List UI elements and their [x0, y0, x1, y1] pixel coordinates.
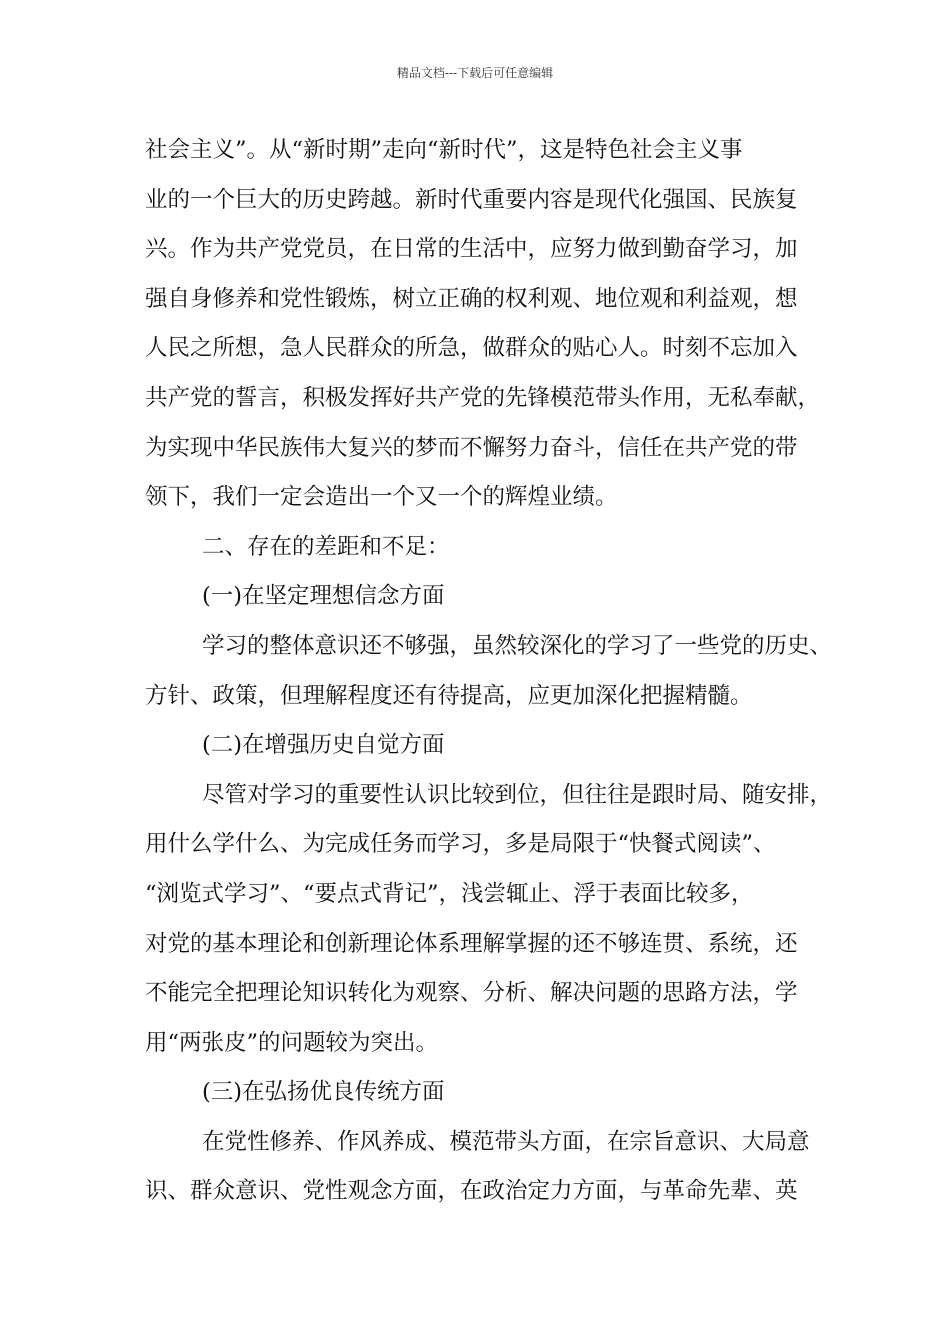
text-line: 社会主义”。从“新时期”走向“新时代”，这是特色社会主义事: [145, 137, 743, 163]
text-line: 用什么学什么、为完成任务而学习，多是局限于“快餐式阅读”、: [145, 831, 776, 858]
text-line: 兴。作为共产党党员，在日常的生活中，应努力做到勤奋学习，加: [145, 236, 798, 263]
text-line: 人民之所想，急人民群众的所急，做群众的贴心人。时刻不忘加入: [145, 335, 798, 362]
text-line: 方针、政策，但理解程度还有待提高，应更加深化把握精髓。: [145, 682, 753, 709]
text-line: 强自身修养和党性锻炼，树立正确的权利观、地位观和利益观，想: [145, 285, 798, 312]
text-line: 识、群众意识、党性观念方面，在政治定力方面，与革命先辈、英: [145, 1178, 798, 1205]
text-line: (二)在增强历史自觉方面: [202, 732, 445, 759]
text-line: 二、存在的差距和不足：: [202, 533, 450, 560]
text-line: 对党的基本理论和创新理论体系理解掌握的还不够连贯、系统，还: [145, 930, 798, 957]
text-line: 在党性修养、作风养成、模范带头方面，在宗旨意识、大局意: [202, 1128, 810, 1155]
text-line: 为实现中华民族伟大复兴的梦而不懈努力奋斗，信任在共产党的带: [145, 434, 798, 461]
text-line: 用“两张皮”的问题较为突出。: [145, 1029, 439, 1056]
text-line: (三)在弘扬优良传统方面: [202, 1079, 445, 1106]
text-line: 学习的整体意识还不够强，虽然较深化的学习了一些党的历史、: [202, 632, 833, 659]
text-line: 不能完全把理论知识转化为观察、分析、解决问题的思路方法，学: [145, 980, 798, 1007]
text-line: 共产党的誓言，积极发挥好共产党的先锋模范带头作用，无私奉献，: [145, 384, 821, 411]
text-line: 尽管对学习的重要性认识比较到位，但往往是跟时局、随安排，: [202, 781, 833, 808]
page-header: 精品文档---下载后可任意编辑: [396, 66, 554, 80]
text-line: “浏览式学习”、“要点式背记”，浅尝辄止、浮于表面比较多，: [145, 880, 754, 907]
document-body: [145, 126, 833, 1217]
text-line: (一)在坚定理想信念方面: [202, 583, 445, 610]
text-line: 领下，我们一定会造出一个又一个的辉煌业绩。: [145, 484, 618, 511]
text-line: 业的一个巨大的历史跨越。新时代重要内容是现代化强国、民族复: [145, 186, 798, 213]
